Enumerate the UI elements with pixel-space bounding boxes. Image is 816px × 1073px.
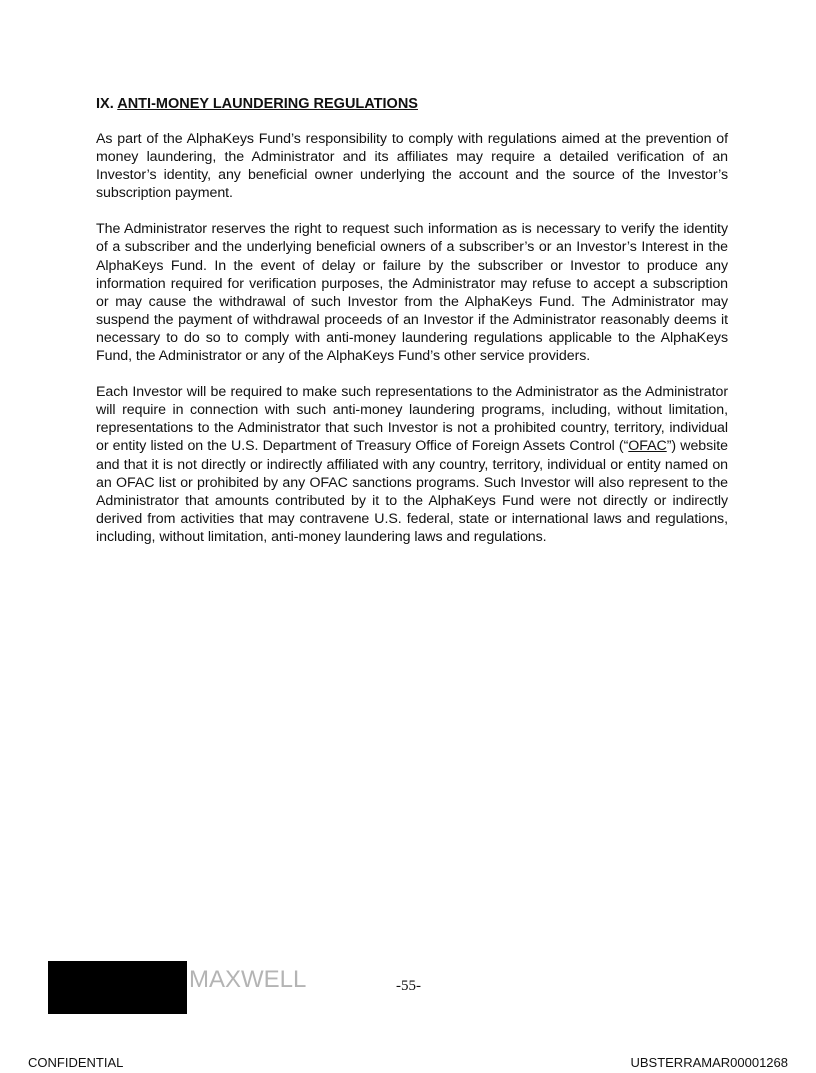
document-body xyxy=(96,94,728,564)
paragraph-information-request: The Administrator reserves the right to request such information as is necessary to verify the identity of a subscriber and the underlying beneficial owners of a subscriber’s or an Investor’s Interest in the AlphaKeys Fund. In the event of delay or failure by the subscriber or Investor to produce any information required for verification purposes, the Administrator may refuse to accept a subscription or may cause the withdrawal of such Investor from the AlphaKeys Fund. The Administrator may suspend the payment of withdrawal proceeds of an Investor if the Administrator reasonably deems it necessary to do so to comply with anti-money laundering regulations applicable to the AlphaKeys Fund, the Administrator or any of the AlphaKeys Fund’s other service providers. xyxy=(96,221,728,365)
section-title: ANTI-MONEY LAUNDERING REGULATIONS xyxy=(117,96,418,112)
section-heading xyxy=(96,94,728,114)
watermark-text: MAXWELL xyxy=(189,966,307,993)
section-number: IX. xyxy=(96,96,114,112)
paragraph-representations xyxy=(96,383,728,546)
representations-text-end: ”) website and that it is not directly or indirectly affiliated with any country, territory, individual or entity named on an OFAC list or prohibited by any OFAC sanctions programs. Such Investor will also represent to the Administrator that amounts contributed by it to the AlphaKeys Fund were not directly or indirectly derived from activities that may contravene U.S. federal, state or international laws and regulations, including, without limitation, anti-money laundering laws and regulations. xyxy=(96,438,729,545)
page-number: -55- xyxy=(396,978,421,994)
ofac-defined-term: OFAC xyxy=(628,438,667,455)
paragraph-verification: As part of the AlphaKeys Fund’s responsibility to comply with regulations aimed at the prevention of money laundering, the Administrator and its affiliates may require a detailed verification of an Investor’s identity, any beneficial owner underlying the account and the source of the Investor’s subscription payment. xyxy=(96,131,728,202)
redaction-box xyxy=(48,961,187,1014)
representations-text-start: Each Investor will be required to make such representations to the Administrator as the Administrator will require in connection with such anti-money laundering programs, including, without limitation, representations to the Administrator that such Investor is not a prohibited country, territory, individual or entity listed on the U.S. Department of Treasury Office of Foreign Assets Control (“ xyxy=(96,384,728,455)
confidential-label: CONFIDENTIAL xyxy=(28,1055,124,1070)
bates-number: UBSTERRAMAR00001268 xyxy=(630,1055,788,1070)
